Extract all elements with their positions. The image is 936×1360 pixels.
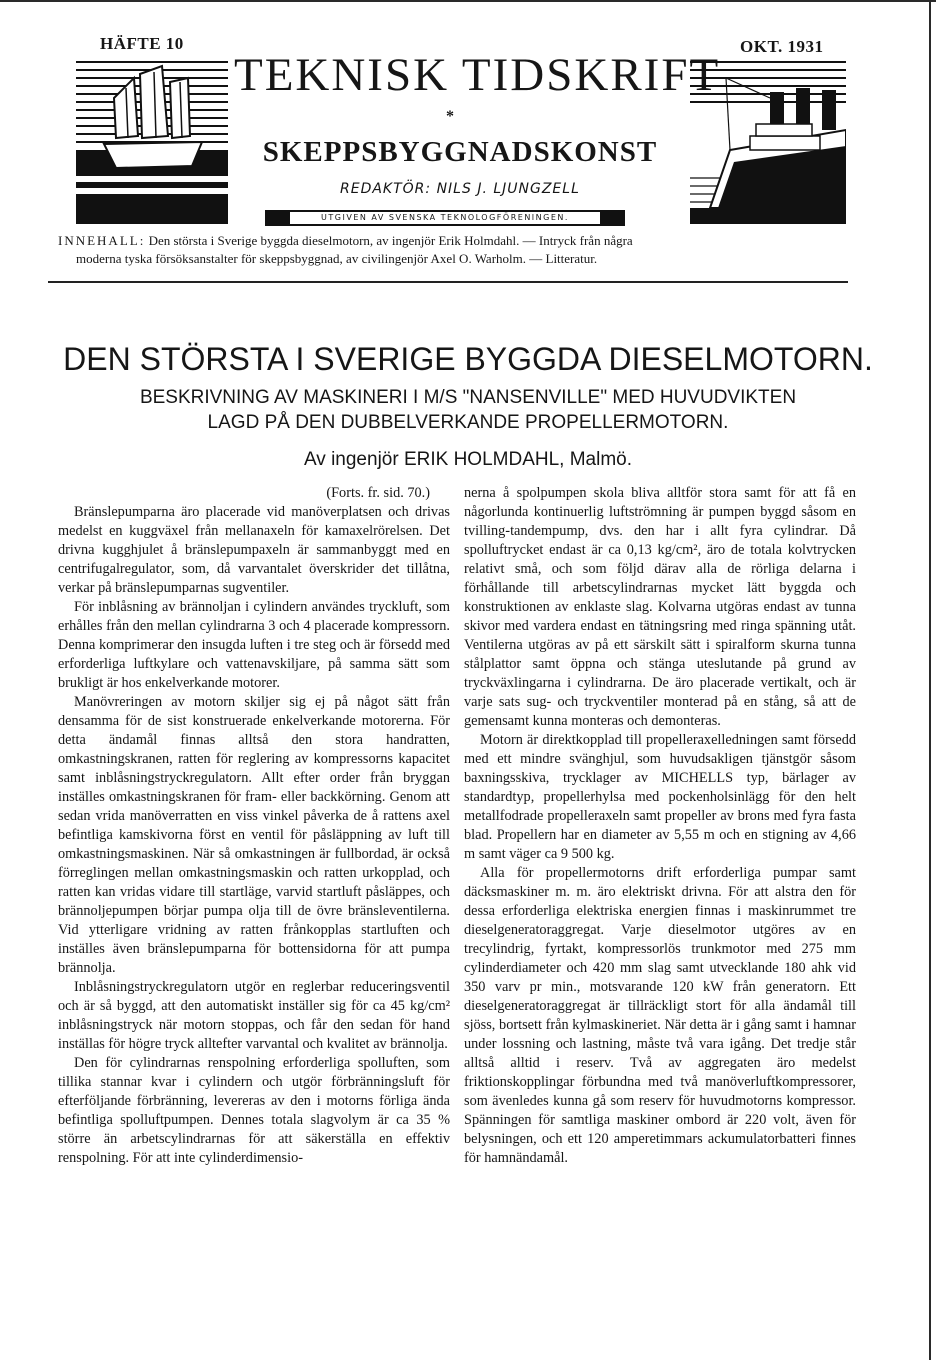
paragraph: Inblåsningstryckregulatorn utgör en reglerbar reduceringsventil och är så byggd, att den automatiskt inställer sig för ca 45 kg/cm² inblåsningstryck när motorn stoppas, och får den sedan för hand inställas för högre tryck alltefter varvantal och kvalitet av brännolja. — [58, 979, 450, 1052]
page-right-rule — [929, 0, 931, 1360]
table-of-contents — [58, 232, 858, 268]
contents-line-1: Den största i Sverige byggda dieselmotorn, av ingenjör Erik Holmdahl. — Intryck från några — [148, 233, 633, 248]
asterisk-ornament: * — [446, 108, 454, 125]
paragraph: För inblåsning av brännoljan i cylindern användes tryckluft, som erhålles från den mellan cylindrarna 3 och 4 placerade kompressorn. Denna komprimerar den insugda luften i tre steg och är försedd med erforderliga luftkylare och vattenavskiljare, på samma sätt som brukligt är hos enkelverkande motorer. — [58, 599, 450, 691]
paragraph: Motorn är direktkopplad till propelleraxelledningen samt försedd med ett mindre svänghjul, som huvudsakligen tjänstgör såsom baxningsskiva, trycklager av MICHELLS typ, bärlager av standardtyp, propellerhylsa med pockenholsinlägg för den helt metallfodrade propelleraxeln samt propeller av brons med fyra fasta blad. Propellern har en diameter av 5,55 m och en stigning av 4,66 m samt väger ca 9 500 kg. — [464, 732, 856, 862]
paragraph: Manövreringen av motorn skiljer sig ej på något sätt från densamma för de sist konstruerade enkelverkande motorerna. För detta ändamål finnas alltså den stora handratten, omkastningskranen, ratten för reglering av kompressorns kapacitet samt inblåsningstryckregulatorn. Allt efter order från bryggan inställes omkastningskranen för fram- eller backkörning. Genom att sedan vrida manöverratten en viss vinkel påverka de å rattens axel befintliga kamskivorna först en ventil för påsläppning av luft till omkastningsmaskinen. När så omkastningen är fullbordad, är också förreglingen mellan omkastningsmaskin och ratten urkopplad, och ratten kan vridas vidare till startläge, varvid startluft påsläppes, och brännoljepumpen börjar pumpa olja till de övre bränsleventilerna. Vid ytterligare vridning av ratten frånkopplas startluften och inställes även bränslepumparna för bottensidorna för att pumpa brännolja. — [58, 694, 450, 976]
article-subtitle-line-2: LAGD PÅ DEN DUBBELVERKANDE PROPELLERMOTORN. — [207, 412, 729, 433]
sailing-ship-icon — [76, 58, 228, 224]
text-column-right — [464, 484, 856, 1168]
article-subtitle-line-1: BESKRIVNING AV MASKINERI I M/S "NANSENVILLE" MED HUVUDVIKTEN — [139, 387, 797, 408]
text-column-left — [58, 484, 450, 1168]
contents-label: INNEHALL: — [58, 233, 146, 248]
contents-line-2: moderna tyska försöksanstalter för skeppsbyggnad, av civilingenjör Axel O. Warholm. — Litteratur. — [76, 251, 598, 266]
paragraph: nerna å spolpumpen skola bliva alltför stora samt för att få en någorlunda kontinuerlig luftströmning är pumpen byggd såsom en tvilling-tandempump, dvs. den har i allt fyra cylindrar. Då spolluftrycket endast är ca 0,13 kg/cm², äro de totala kolvtrycken relativt små, och som följd därav alla de rörliga delarna i förhållande till arbetscylindrarnas mycket lätt byggda och konstruktionen av enklaste slag. Kolvarna utgöras endast av tunna skivor med vardera endast en tätningsring med ringa spänning utåt. Ventilerna utgöras av på ett särskilt sätt i spiralform skurna tunna stålplattor samt öppna och stänga uteslutande på grund av tryckväxlingarna i cylindrarna. De äro placerade vertikalt, och är varje sats sug- och tryckventiler monterad på en stång, så att de gemensamt kunna monteras och demonteras. — [464, 485, 856, 729]
article-title: DEN STÖRSTA I SVERIGE BYGGDA DIESELMOTORN. — [63, 341, 873, 377]
masthead-title: TEKNISK TIDSKRIFT — [234, 49, 721, 101]
continuation-note: (Forts. fr. sid. 70.) — [326, 485, 430, 501]
paragraph: Alla för propellermotorns drift erforderliga pumpar samt däcksmaskiner m. m. äro elektriskt drivna. För att alstra den för dessa erforderliga elektriska energien finnas i maskinrummet tre dieselgeneratoraggregat. Varje dieselmotor utgöres av en trecylindrig, fyrtakt, kompressorlös trunkmotor med 275 mm cylinderdiameter och 420 mm slag samt utvecklande 180 ahk vid 350 varv pr min., motsvarande 120 kW från generatorn. Ett dieselgeneratoraggregat är tillräckligt stort för alla ändamål till sjöss, bortsett från kylmaskineriet. När detta är i gång samt i hamnar under lossning och lastning, måste två vara igång. Det tredje står alltså alltid i reserv. Två av aggregaten äro medelst friktionskopplingar förbundna med två manöverluftkompressorer, som ävenledes kunna gå som reserv för huvudmotorns kompressor. Spänningen för samtliga maskiner ombord är 220 volt, även för belysningen, och ett 120 amperetimmars ackumulatorbatteri finnes för hamnändamål. — [464, 865, 856, 1166]
issue-date: OKT. 1931 — [740, 37, 824, 56]
issue-number: HÄFTE 10 — [100, 34, 184, 53]
steamship-icon — [690, 58, 846, 224]
paragraph: Den för cylindrarnas renspolning erforderliga spolluften, som tillika stannar kvar i cylindern och utgör förbränningsluft för efterföljande förbränning, levereras av den i motorns förliga ända befintliga spolluftpumpen. Dennes totala slagvolym är ca 35 % större än arbetscylindrarnas för att säkerställa en effektiv renspolning. För att inte cylinderdimensio- — [58, 1055, 450, 1166]
paragraph: Bränslepumparna äro placerade vid manöverplatsen och drivas medelst en kuggväxel från mellanaxeln för kamaxelrörelsen. Det drivna kugghjulet å bränslepumpaxeln är sammanbyggt med en centrifugalregulator, som, då varvantalet överskrider det tillåtna, verkar på bränslepumparnas sugventiler. — [58, 504, 450, 596]
masthead-subtitle: SKEPPSBYGGNADSKONST — [262, 136, 658, 168]
contents-divider — [48, 281, 848, 283]
article-byline: Av ingenjör ERIK HOLMDAHL, Malmö. — [303, 449, 633, 470]
page-top-rule — [0, 0, 936, 2]
publisher-line: UTGIVEN AV SVENSKA TEKNOLOGFÖRENINGEN. — [290, 212, 600, 224]
editor-line: REDAKTÖR: NILS J. LJUNGZELL — [340, 181, 580, 197]
